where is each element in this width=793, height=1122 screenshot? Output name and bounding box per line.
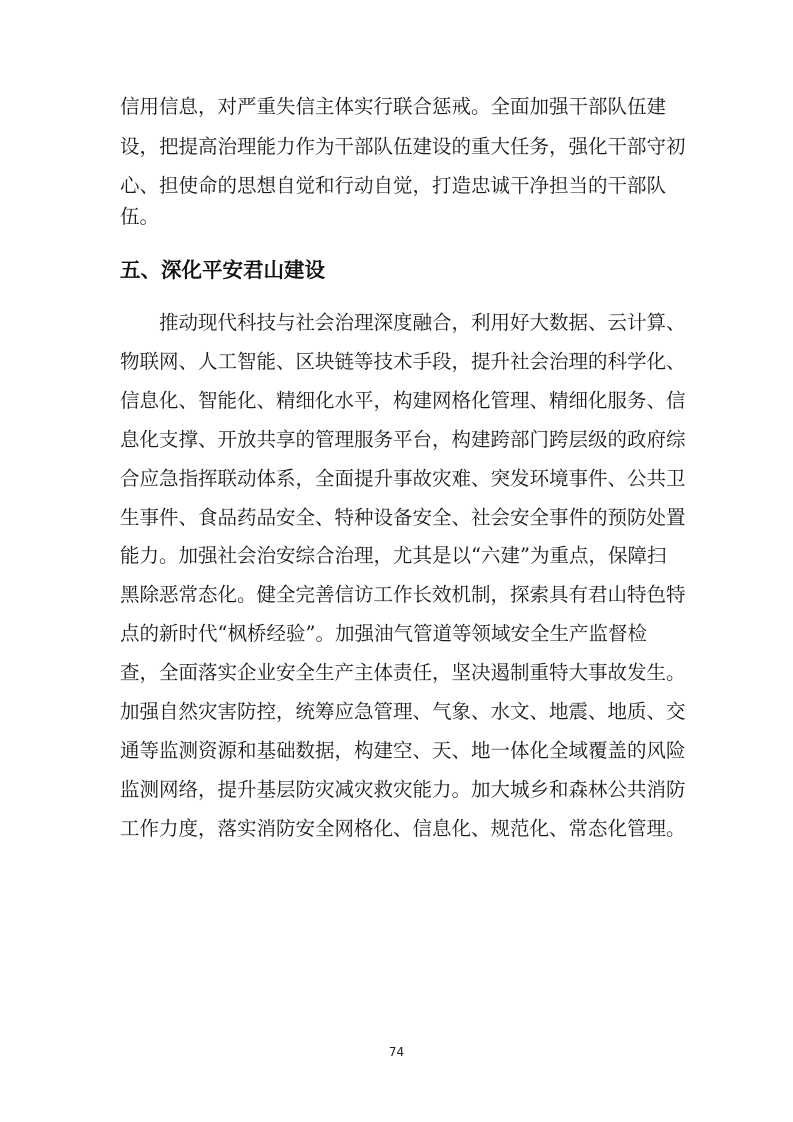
paragraph-line: 查，全面落实企业安全生产主体责任，坚决遏制重特大事故发生。	[120, 661, 686, 684]
paragraph-line: 能力。加强社会治安综合治理，尤其是以“六建”为重点，保障扫	[120, 544, 667, 567]
page-number: 74	[388, 1045, 405, 1059]
paragraph-line: 推动现代科技与社会治理深度融合，利用好大数据、云计算、	[159, 311, 686, 334]
paragraph-line: 信用信息，对严重失信主体实行联合惩戒。全面加强干部队伍建	[120, 95, 667, 118]
paragraph-line: 信息化、智能化、精细化水平，构建网格化管理、精细化服务、信	[120, 389, 686, 412]
paragraph-line: 心、担使命的思想自觉和行动自觉，打造忠诚干净担当的干部队	[120, 174, 667, 197]
paragraph-line: 通等监测资源和基础数据，构建空、天、地一体化全域覆盖的风险	[120, 739, 686, 762]
paragraph-line: 物联网、人工智能、区块链等技术手段，提升社会治理的科学化、	[120, 350, 686, 373]
paragraph-line: 工作力度，落实消防安全网格化、信息化、规范化、常态化管理。	[120, 817, 686, 840]
paragraph-line: 黑除恶常态化。健全完善信访工作长效机制，探索具有君山特色特	[120, 583, 686, 606]
paragraph-line: 监测网络，提升基层防灾减灾救灾能力。加大城乡和森林公共消防	[120, 778, 686, 801]
section-heading: 五、深化平安君山建设	[120, 258, 325, 282]
paragraph-line: 点的新时代“枫桥经验”。加强油气管道等领域安全生产监督检	[120, 622, 647, 645]
paragraph-line: 设，把提高治理能力作为干部队伍建设的重大任务，强化干部守初	[120, 135, 686, 158]
paragraph-line: 伍。	[120, 205, 160, 228]
paragraph-line: 合应急指挥联动体系，全面提升事故灾难、突发环境事件、公共卫	[120, 467, 686, 490]
paragraph-line: 加强自然灾害防控，统筹应急管理、气象、水文、地震、地质、交	[120, 700, 686, 723]
paragraph-line: 息化支撑、开放共享的管理服务平台，构建跨部门跨层级的政府综	[120, 428, 686, 451]
paragraph-line: 生事件、食品药品安全、特种设备安全、社会安全事件的预防处置	[120, 506, 686, 529]
